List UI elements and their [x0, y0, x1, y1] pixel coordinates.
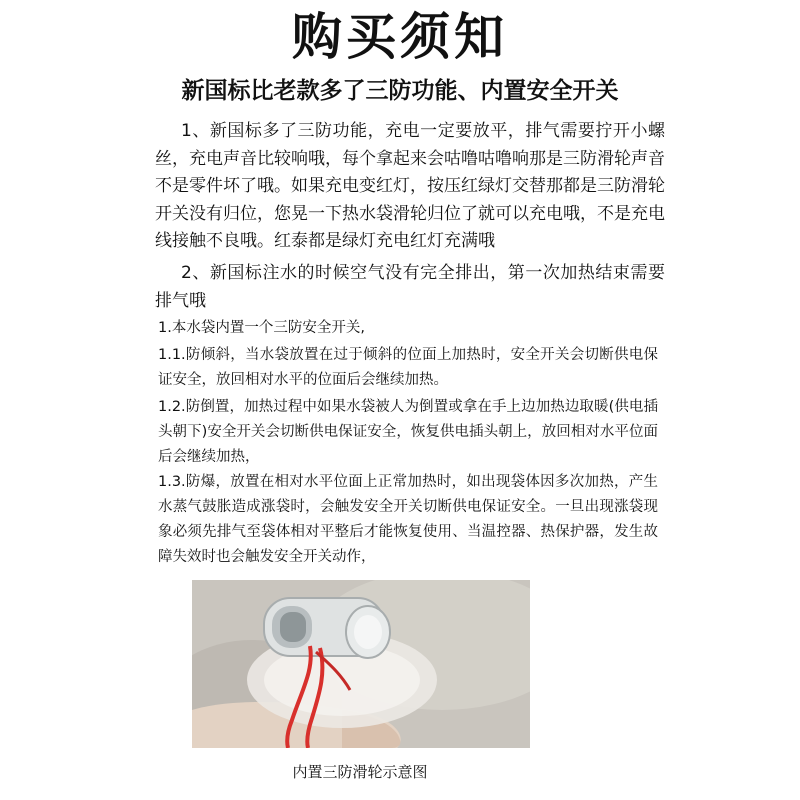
safety-item-anti-explosion: 1.3.防爆，放置在相对水平位面上正常加热时，如出现袋体因多次加热，产生水蒸气鼓胀造成涨袋时，会触发安全开关切断供电保证安全。一旦出现涨袋现象必须先排气至袋体相对平整后才能恢复使用、当温控器、热保护器，发生故障失效时也会触发安全开关动作，	[158, 474, 658, 565]
notice-paragraph-1: 1、新国标多了三防功能，充电一定要放平，排气需要拧开小螺丝，充电声音比较响哦，每个拿起来会咕噜咕噜响那是三防滑轮声音不是零件坏了哦。如果充电变红灯，按压红绿灯交替那都是三防滑轮开关没有归位，您晃一下热水袋滑轮归位了就可以充电哦，不是充电线接触不良哦。红泰都是绿灯充电红灯充满哦	[155, 121, 665, 251]
safety-item-anti-inversion: 1.2.防倒置，加热过程中如果水袋被人为倒置或拿在手上边加热边取暖(供电插头朝下)安全开关会切断供电保证安全，恢复供电插头朝上，放回相对水平位面后会继续加热，	[158, 399, 658, 465]
image-caption: 内置三防滑轮示意图	[292, 763, 428, 781]
page-title: 购买须知	[292, 8, 508, 66]
safety-switch-intro: 1.本水袋内置一个三防安全开关,	[158, 320, 365, 336]
notice-paragraph-2: 2、新国标注水的时候空气没有完全排出，第一次加热结束需要排气哦	[155, 263, 665, 311]
safety-switch-photo	[192, 580, 530, 748]
safety-item-anti-tilt: 1.1.防倾斜，当水袋放置在过于倾斜的位面上加热时，安全开关会切断供电保证安全，放回相对水平的位面后会继续加热。	[158, 347, 658, 388]
page-subtitle: 新国标比老款多了三防功能、内置安全开关	[181, 78, 619, 104]
